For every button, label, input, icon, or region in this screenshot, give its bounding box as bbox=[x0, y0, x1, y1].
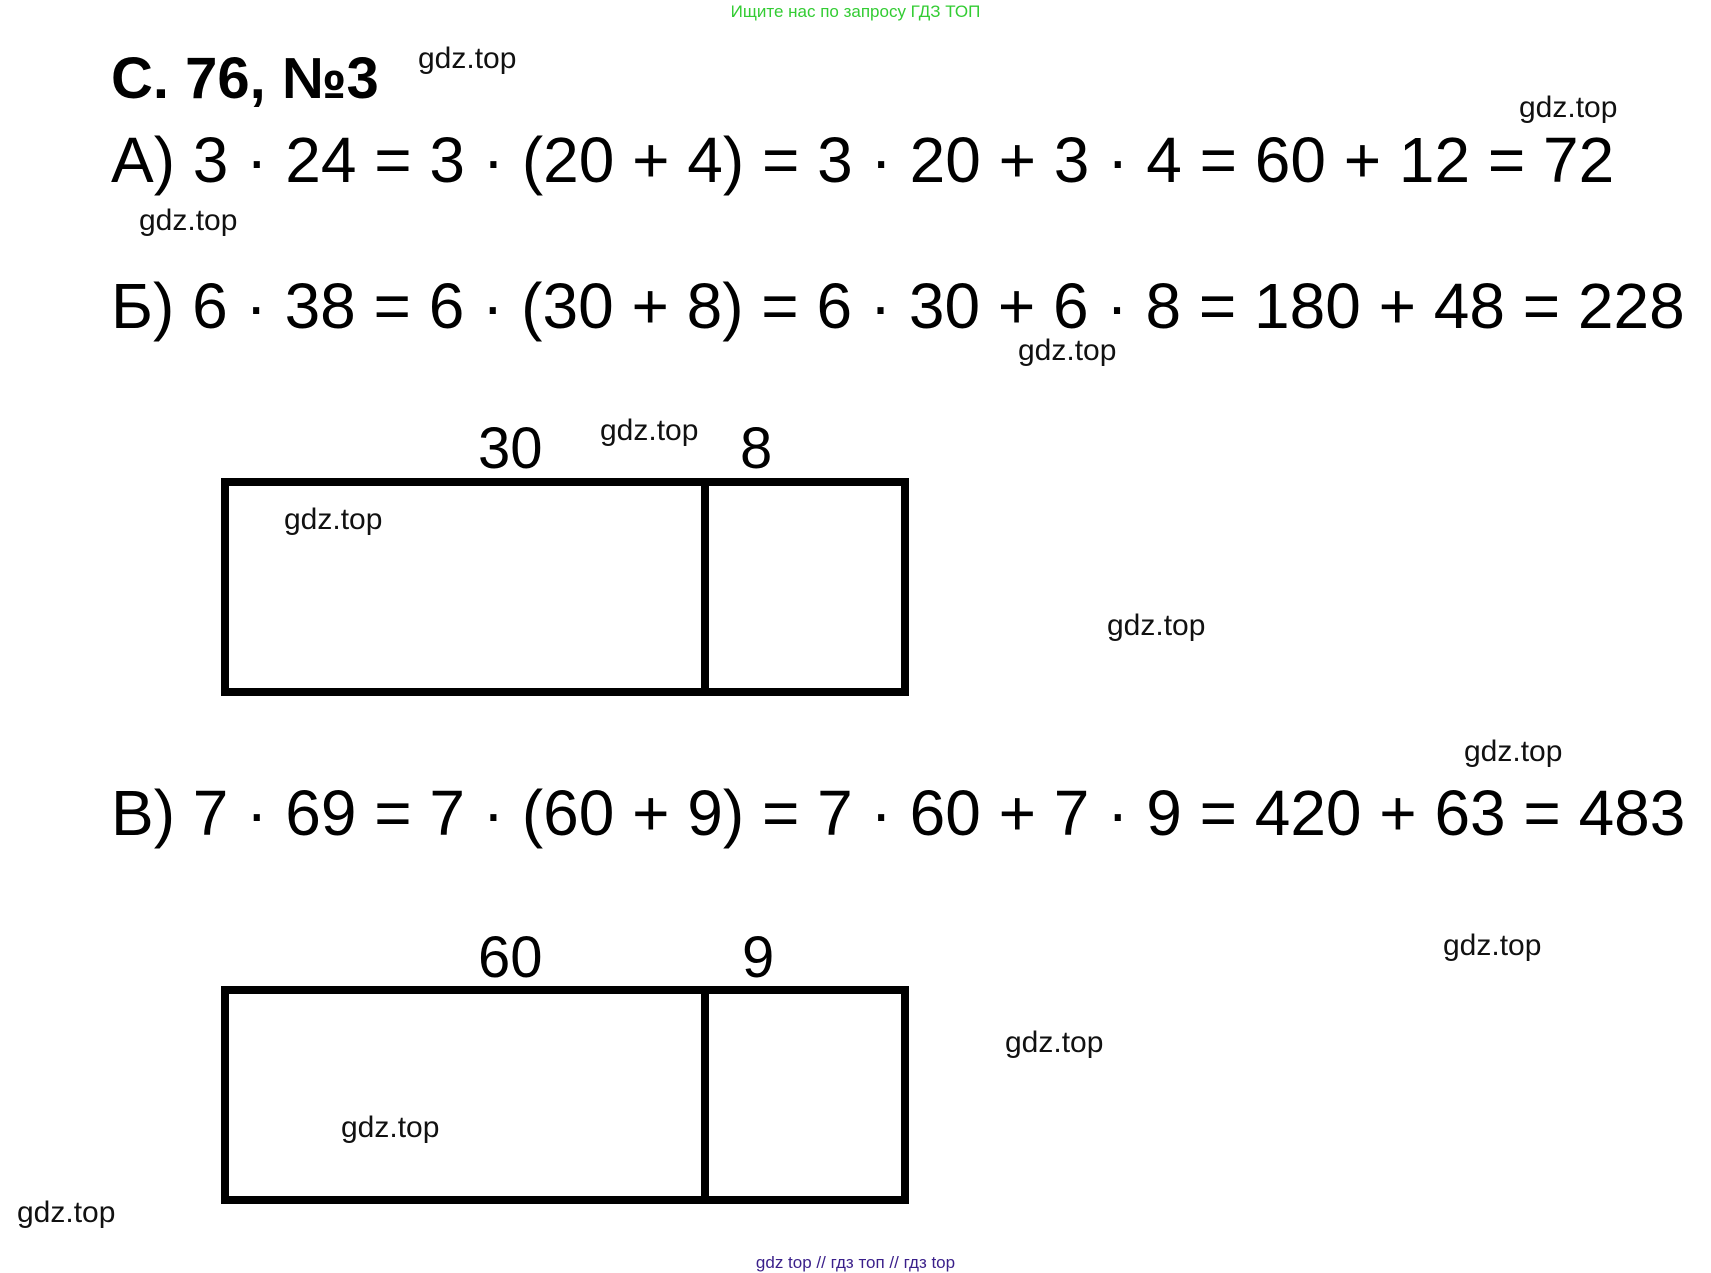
diagram-b-divider bbox=[701, 486, 709, 688]
bottom-banner: gdz top // гдз топ // гдз top bbox=[755, 1253, 956, 1272]
equation-v: В) 7 · 69 = 7 · (60 + 9) = 7 · 60 + 7 · 9 = 420 + 63 = 483 bbox=[111, 777, 1686, 849]
diagram-v-rectangle bbox=[221, 986, 909, 1204]
diagram-v-left-label: 60 bbox=[478, 925, 543, 990]
diagram-b-right-label: 8 bbox=[740, 416, 773, 481]
watermark: gdz.top bbox=[284, 503, 383, 536]
watermark: gdz.top bbox=[600, 414, 699, 447]
watermark: gdz.top bbox=[418, 42, 517, 75]
watermark: gdz.top bbox=[17, 1196, 116, 1229]
watermark: gdz.top bbox=[1519, 91, 1618, 124]
watermark: gdz.top bbox=[1443, 929, 1542, 962]
watermark: gdz.top bbox=[1464, 735, 1563, 768]
equation-a: А) 3 · 24 = 3 · (20 + 4) = 3 · 20 + 3 · 4 = 60 + 12 = 72 bbox=[111, 124, 1615, 196]
diagram-v-divider bbox=[701, 994, 709, 1196]
watermark: gdz.top bbox=[1107, 609, 1206, 642]
watermark: gdz.top bbox=[341, 1111, 440, 1144]
diagram-b-left-label: 30 bbox=[478, 416, 543, 481]
page-heading: С. 76, №3 bbox=[111, 46, 379, 111]
equation-b: Б) 6 · 38 = 6 · (30 + 8) = 6 · 30 + 6 · 8 = 180 + 48 = 228 bbox=[111, 270, 1685, 342]
watermark: gdz.top bbox=[1018, 334, 1117, 367]
top-banner: Ищите нас по запросу ГДЗ ТОП bbox=[730, 2, 981, 21]
watermark: gdz.top bbox=[139, 204, 238, 237]
diagram-v-right-label: 9 bbox=[742, 925, 775, 990]
watermark: gdz.top bbox=[1005, 1026, 1104, 1059]
